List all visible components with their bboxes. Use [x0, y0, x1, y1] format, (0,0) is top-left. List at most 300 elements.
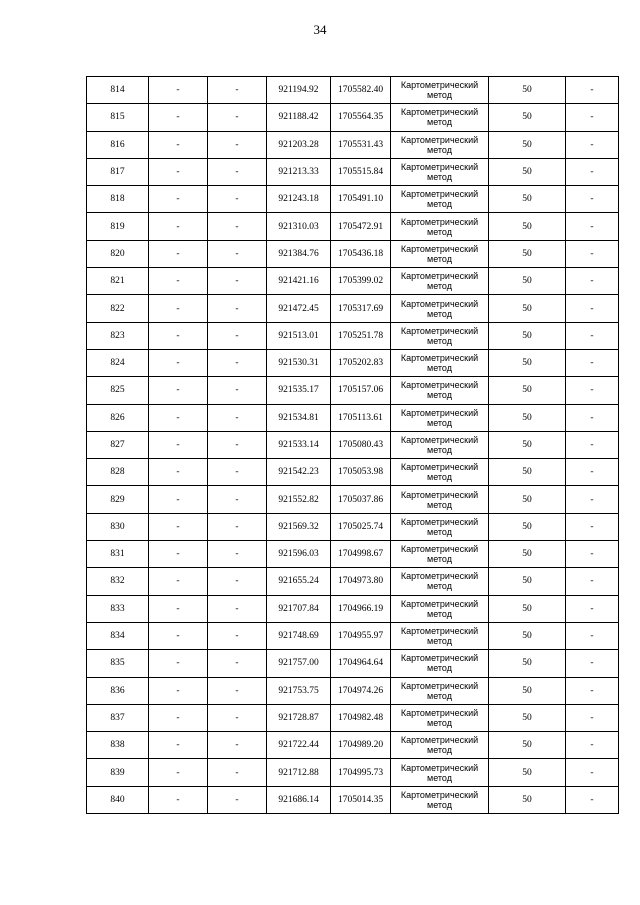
- accuracy-cell: 50: [489, 322, 566, 349]
- coordinate-x-cell: 921655.24: [267, 568, 331, 595]
- dash-cell: -: [149, 759, 208, 786]
- method-line-2: метод: [427, 445, 452, 455]
- coordinate-x-cell: 921686.14: [267, 786, 331, 813]
- coordinate-x-cell: 921596.03: [267, 541, 331, 568]
- note-cell: -: [566, 459, 619, 486]
- coordinate-x-cell: 921213.33: [267, 158, 331, 185]
- coordinate-y-cell: 1705531.43: [331, 131, 391, 158]
- coordinate-y-cell: 1704974.26: [331, 677, 391, 704]
- dash-cell: -: [149, 622, 208, 649]
- method-cell: [391, 240, 489, 267]
- dash-cell: -: [149, 568, 208, 595]
- dash-cell: -: [208, 459, 267, 486]
- accuracy-cell: 50: [489, 759, 566, 786]
- accuracy-cell: 50: [489, 595, 566, 622]
- dash-cell: -: [149, 295, 208, 322]
- coordinates-table: [86, 76, 619, 814]
- method-cell: [391, 131, 489, 158]
- point-number-cell: 837: [87, 704, 149, 731]
- note-cell: -: [566, 349, 619, 376]
- method-line-2: метод: [427, 554, 452, 565]
- note-cell: -: [566, 677, 619, 704]
- point-number-cell: 833: [87, 595, 149, 622]
- note-cell: -: [566, 186, 619, 213]
- note-cell: -: [566, 431, 619, 458]
- coordinate-x-cell: 921722.44: [267, 732, 331, 759]
- dash-cell: -: [208, 486, 267, 513]
- method-cell: [391, 459, 489, 486]
- method-cell: [391, 104, 489, 131]
- note-cell: -: [566, 786, 619, 813]
- coordinate-x-cell: 921535.17: [267, 377, 331, 404]
- table-row: [87, 158, 619, 185]
- dash-cell: -: [208, 131, 267, 158]
- method-line-2: метод: [427, 335, 452, 346]
- method-cell: [391, 513, 489, 540]
- note-cell: -: [566, 404, 619, 431]
- point-number-cell: 839: [87, 759, 149, 786]
- coordinate-y-cell: 1705025.74: [331, 513, 391, 540]
- method-line-2: метод: [427, 308, 452, 319]
- dash-cell: -: [208, 513, 267, 540]
- note-cell: -: [566, 77, 619, 104]
- point-number-cell: 821: [87, 268, 149, 295]
- coordinate-x-cell: 921753.75: [267, 677, 331, 704]
- method-cell: [391, 268, 489, 295]
- dash-cell: -: [149, 213, 208, 240]
- method-cell: [391, 213, 489, 240]
- dash-cell: -: [149, 131, 208, 158]
- dash-cell: -: [149, 650, 208, 677]
- method-cell: [391, 595, 489, 622]
- dash-cell: -: [149, 104, 208, 131]
- dash-cell: -: [149, 459, 208, 486]
- method-cell: [391, 568, 489, 595]
- table-row: [87, 104, 619, 131]
- method-line-1: Картометрический: [400, 544, 479, 555]
- coordinate-y-cell: 1705472.91: [331, 213, 391, 240]
- point-number-cell: 822: [87, 295, 149, 322]
- coordinate-x-cell: 921194.92: [267, 77, 331, 104]
- table-row: [87, 431, 619, 458]
- point-number-cell: 835: [87, 650, 149, 677]
- dash-cell: -: [208, 541, 267, 568]
- dash-cell: -: [208, 786, 267, 813]
- point-number-cell: 817: [87, 158, 149, 185]
- method-cell: [391, 759, 489, 786]
- method-line-1: Картометрический: [400, 134, 479, 145]
- method-line-2: метод: [427, 608, 452, 619]
- method-line-2: метод: [427, 363, 452, 374]
- dash-cell: -: [149, 322, 208, 349]
- method-line-2: метод: [427, 117, 452, 128]
- accuracy-cell: 50: [489, 349, 566, 376]
- method-line-2: метод: [427, 472, 452, 483]
- table-row: [87, 459, 619, 486]
- dash-cell: -: [208, 568, 267, 595]
- coordinate-y-cell: 1705515.84: [331, 158, 391, 185]
- coordinate-y-cell: 1705436.18: [331, 240, 391, 267]
- method-cell: [391, 732, 489, 759]
- method-line-2: метод: [427, 390, 452, 401]
- coordinate-y-cell: 1705251.78: [331, 322, 391, 349]
- method-line-1: Картометрический: [400, 216, 479, 227]
- coordinate-y-cell: 1704982.48: [331, 704, 391, 731]
- method-line-2: метод: [427, 799, 452, 810]
- point-number-cell: 836: [87, 677, 149, 704]
- coordinate-y-cell: 1704955.97: [331, 622, 391, 649]
- table-body: [87, 77, 619, 814]
- method-cell: [391, 704, 489, 731]
- method-line-1: Картометрический: [400, 189, 479, 200]
- coordinate-x-cell: 921748.69: [267, 622, 331, 649]
- point-number-cell: 829: [87, 486, 149, 513]
- point-number-cell: 826: [87, 404, 149, 431]
- coordinate-x-cell: 921552.82: [267, 486, 331, 513]
- dash-cell: -: [149, 513, 208, 540]
- accuracy-cell: 50: [489, 213, 566, 240]
- table-row: [87, 786, 619, 813]
- point-number-cell: 830: [87, 513, 149, 540]
- method-line-2: метод: [427, 636, 452, 647]
- method-cell: [391, 431, 489, 458]
- point-number-cell: 815: [87, 104, 149, 131]
- note-cell: -: [566, 158, 619, 185]
- dash-cell: -: [149, 732, 208, 759]
- coordinate-y-cell: 1704973.80: [331, 568, 391, 595]
- method-cell: [391, 541, 489, 568]
- coordinate-x-cell: 921712.88: [267, 759, 331, 786]
- method-line-2: метод: [427, 172, 452, 183]
- dash-cell: -: [149, 349, 208, 376]
- method-cell: [391, 77, 489, 104]
- coordinate-x-cell: 921569.32: [267, 513, 331, 540]
- method-line-1: Картометрический: [400, 243, 479, 254]
- dash-cell: -: [208, 186, 267, 213]
- dash-cell: -: [149, 786, 208, 813]
- accuracy-cell: 50: [489, 704, 566, 731]
- accuracy-cell: 50: [489, 732, 566, 759]
- method-line-2: метод: [427, 226, 452, 237]
- method-line-1: Картометрический: [400, 271, 479, 282]
- table-row: [87, 622, 619, 649]
- coordinate-x-cell: 921728.87: [267, 704, 331, 731]
- dash-cell: -: [149, 268, 208, 295]
- coordinate-y-cell: 1705080.43: [331, 431, 391, 458]
- accuracy-cell: 50: [489, 677, 566, 704]
- table-row: [87, 322, 619, 349]
- method-line-1: Картометрический: [400, 353, 479, 364]
- dash-cell: -: [208, 349, 267, 376]
- note-cell: -: [566, 240, 619, 267]
- dash-cell: -: [149, 704, 208, 731]
- dash-cell: -: [208, 104, 267, 131]
- method-cell: [391, 349, 489, 376]
- note-cell: -: [566, 104, 619, 131]
- method-line-1: Картометрический: [400, 735, 479, 746]
- dash-cell: -: [149, 377, 208, 404]
- method-line-1: Картометрический: [400, 380, 479, 391]
- coordinate-y-cell: 1705564.35: [331, 104, 391, 131]
- method-line-1: Картометрический: [400, 298, 479, 309]
- coordinate-y-cell: 1705491.10: [331, 186, 391, 213]
- point-number-cell: 828: [87, 459, 149, 486]
- note-cell: -: [566, 704, 619, 731]
- note-cell: -: [566, 759, 619, 786]
- coordinate-x-cell: 921542.23: [267, 459, 331, 486]
- table-row: [87, 595, 619, 622]
- coordinate-y-cell: 1705037.86: [331, 486, 391, 513]
- accuracy-cell: 50: [489, 431, 566, 458]
- method-line-1: Картометрический: [400, 325, 479, 336]
- page-number: 34: [313, 22, 327, 37]
- method-line-1: Картометрический: [400, 762, 479, 773]
- accuracy-cell: 50: [489, 786, 566, 813]
- method-cell: [391, 186, 489, 213]
- method-line-2: метод: [427, 690, 452, 701]
- table-row: [87, 186, 619, 213]
- table-row: [87, 240, 619, 267]
- accuracy-cell: 50: [489, 622, 566, 649]
- coordinate-y-cell: 1705113.61: [331, 404, 391, 431]
- dash-cell: -: [149, 158, 208, 185]
- method-line-1: Картометрический: [400, 571, 479, 582]
- coordinate-y-cell: 1705399.02: [331, 268, 391, 295]
- table-row: [87, 349, 619, 376]
- coordinate-y-cell: 1704998.67: [331, 541, 391, 568]
- table-row: [87, 404, 619, 431]
- method-line-1: Картометрический: [400, 80, 479, 91]
- accuracy-cell: 50: [489, 650, 566, 677]
- point-number-cell: 824: [87, 349, 149, 376]
- coordinate-x-cell: 921533.14: [267, 431, 331, 458]
- note-cell: -: [566, 732, 619, 759]
- table-row: [87, 541, 619, 568]
- method-line-1: Картометрический: [400, 626, 479, 637]
- accuracy-cell: 50: [489, 541, 566, 568]
- accuracy-cell: 50: [489, 131, 566, 158]
- coordinate-x-cell: 921188.42: [267, 104, 331, 131]
- point-number-cell: 820: [87, 240, 149, 267]
- coordinate-x-cell: 921534.81: [267, 404, 331, 431]
- dash-cell: -: [208, 158, 267, 185]
- method-line-1: Картометрический: [400, 107, 479, 118]
- coordinate-y-cell: 1705053.98: [331, 459, 391, 486]
- coordinate-y-cell: 1705202.83: [331, 349, 391, 376]
- method-line-2: метод: [427, 717, 452, 728]
- dash-cell: -: [208, 213, 267, 240]
- dash-cell: -: [208, 732, 267, 759]
- coordinate-y-cell: 1705014.35: [331, 786, 391, 813]
- note-cell: -: [566, 650, 619, 677]
- dash-cell: -: [149, 404, 208, 431]
- accuracy-cell: 50: [489, 158, 566, 185]
- method-cell: [391, 786, 489, 813]
- point-number-cell: 816: [87, 131, 149, 158]
- table-row: [87, 213, 619, 240]
- point-number-cell: 819: [87, 213, 149, 240]
- note-cell: -: [566, 377, 619, 404]
- method-line-2: метод: [427, 663, 452, 674]
- note-cell: -: [566, 295, 619, 322]
- coordinate-x-cell: 921243.18: [267, 186, 331, 213]
- dash-cell: -: [208, 240, 267, 267]
- method-line-1: Картометрический: [400, 435, 479, 445]
- method-cell: [391, 377, 489, 404]
- method-line-2: метод: [427, 144, 452, 155]
- method-line-1: Картометрический: [400, 162, 479, 173]
- note-cell: -: [566, 131, 619, 158]
- note-cell: -: [566, 322, 619, 349]
- accuracy-cell: 50: [489, 377, 566, 404]
- accuracy-cell: 50: [489, 186, 566, 213]
- coordinate-y-cell: 1704995.73: [331, 759, 391, 786]
- table-row: [87, 268, 619, 295]
- method-line-2: метод: [427, 199, 452, 210]
- table-row: [87, 486, 619, 513]
- dash-cell: -: [149, 677, 208, 704]
- table-row: [87, 77, 619, 104]
- method-line-1: Картометрический: [400, 789, 479, 800]
- note-cell: -: [566, 568, 619, 595]
- dash-cell: -: [149, 431, 208, 458]
- accuracy-cell: 50: [489, 295, 566, 322]
- table-row: [87, 732, 619, 759]
- method-line-2: метод: [427, 90, 452, 101]
- coordinate-y-cell: 1704964.64: [331, 650, 391, 677]
- point-number-cell: 831: [87, 541, 149, 568]
- accuracy-cell: 50: [489, 404, 566, 431]
- dash-cell: -: [208, 377, 267, 404]
- method-line-1: Картометрический: [400, 489, 479, 500]
- method-cell: [391, 295, 489, 322]
- dash-cell: -: [149, 77, 208, 104]
- method-line-1: Картометрический: [400, 680, 479, 691]
- coordinate-y-cell: 1704989.20: [331, 732, 391, 759]
- coordinate-x-cell: 921203.28: [267, 131, 331, 158]
- accuracy-cell: 50: [489, 268, 566, 295]
- coordinate-x-cell: 921384.76: [267, 240, 331, 267]
- table-row: [87, 677, 619, 704]
- dash-cell: -: [208, 677, 267, 704]
- accuracy-cell: 50: [489, 240, 566, 267]
- method-line-2: метод: [427, 253, 452, 264]
- dash-cell: -: [208, 322, 267, 349]
- method-cell: [391, 322, 489, 349]
- point-number-cell: 827: [87, 431, 149, 458]
- accuracy-cell: 50: [489, 77, 566, 104]
- note-cell: -: [566, 213, 619, 240]
- note-cell: -: [566, 513, 619, 540]
- dash-cell: -: [149, 486, 208, 513]
- coordinate-y-cell: 1705317.69: [331, 295, 391, 322]
- table-row: [87, 513, 619, 540]
- point-number-cell: 818: [87, 186, 149, 213]
- dash-cell: -: [149, 240, 208, 267]
- method-line-1: Картометрический: [400, 707, 479, 718]
- coordinate-y-cell: 1705582.40: [331, 77, 391, 104]
- method-line-2: метод: [427, 499, 452, 510]
- coordinate-y-cell: 1705157.06: [331, 377, 391, 404]
- dash-cell: -: [208, 295, 267, 322]
- table-row: [87, 704, 619, 731]
- coordinate-x-cell: 921707.84: [267, 595, 331, 622]
- accuracy-cell: 50: [489, 459, 566, 486]
- note-cell: -: [566, 268, 619, 295]
- accuracy-cell: 50: [489, 568, 566, 595]
- coordinate-y-cell: 1704966.19: [331, 595, 391, 622]
- coordinate-x-cell: 921530.31: [267, 349, 331, 376]
- dash-cell: -: [208, 759, 267, 786]
- table-row: [87, 568, 619, 595]
- method-cell: [391, 650, 489, 677]
- point-number-cell: 834: [87, 622, 149, 649]
- dash-cell: -: [208, 268, 267, 295]
- point-number-cell: 823: [87, 322, 149, 349]
- dash-cell: -: [208, 704, 267, 731]
- point-number-cell: 838: [87, 732, 149, 759]
- dash-cell: -: [208, 431, 267, 458]
- method-line-2: метод: [427, 526, 452, 537]
- accuracy-cell: 50: [489, 513, 566, 540]
- method-cell: [391, 622, 489, 649]
- coordinate-x-cell: 921757.00: [267, 650, 331, 677]
- method-cell: [391, 404, 489, 431]
- dash-cell: -: [208, 404, 267, 431]
- coordinate-x-cell: 921310.03: [267, 213, 331, 240]
- note-cell: -: [566, 595, 619, 622]
- point-number-cell: 832: [87, 568, 149, 595]
- dash-cell: -: [208, 650, 267, 677]
- dash-cell: -: [149, 595, 208, 622]
- method-cell: [391, 486, 489, 513]
- point-number-cell: 825: [87, 377, 149, 404]
- method-line-1: Картометрический: [400, 462, 479, 473]
- method-line-2: метод: [427, 417, 452, 428]
- dash-cell: -: [208, 595, 267, 622]
- method-cell: [391, 158, 489, 185]
- dash-cell: -: [208, 622, 267, 649]
- note-cell: -: [566, 541, 619, 568]
- method-cell: [391, 677, 489, 704]
- table-row: [87, 295, 619, 322]
- note-cell: -: [566, 622, 619, 649]
- method-line-2: метод: [427, 745, 452, 756]
- coordinate-x-cell: 921472.45: [267, 295, 331, 322]
- table-row: [87, 377, 619, 404]
- note-cell: -: [566, 486, 619, 513]
- method-line-1: Картометрический: [400, 407, 479, 418]
- accuracy-cell: 50: [489, 104, 566, 131]
- method-line-1: Картометрический: [400, 598, 479, 609]
- method-line-1: Картометрический: [400, 516, 479, 527]
- table-row: [87, 759, 619, 786]
- method-line-2: метод: [427, 772, 452, 783]
- coordinate-x-cell: 921513.01: [267, 322, 331, 349]
- dash-cell: -: [149, 541, 208, 568]
- table-row: [87, 131, 619, 158]
- accuracy-cell: 50: [489, 486, 566, 513]
- method-line-2: метод: [427, 281, 452, 292]
- method-line-1: Картометрический: [400, 653, 479, 664]
- dash-cell: -: [208, 77, 267, 104]
- table-row: [87, 650, 619, 677]
- method-line-2: метод: [427, 581, 452, 592]
- point-number-cell: 840: [87, 786, 149, 813]
- dash-cell: -: [149, 186, 208, 213]
- coordinate-x-cell: 921421.16: [267, 268, 331, 295]
- point-number-cell: 814: [87, 77, 149, 104]
